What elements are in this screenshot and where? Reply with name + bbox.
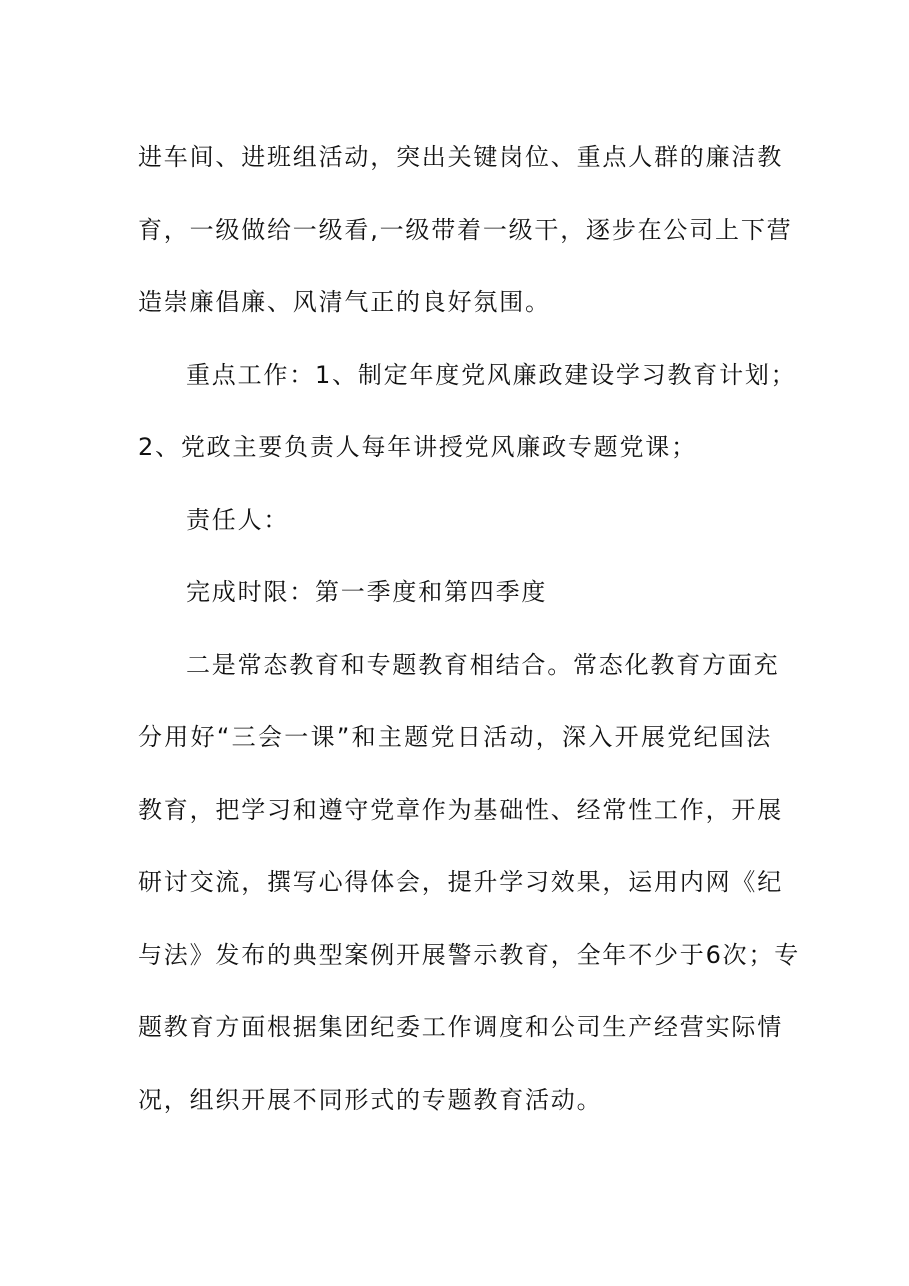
document-body [138, 121, 801, 1136]
text-line: 况，组织开展不同形式的专题教育活动。 [138, 1085, 603, 1114]
paragraph-4 [138, 556, 772, 629]
text-line: 完成时限：第一季度和第四季度 [186, 578, 548, 606]
text-line: 造崇廉倡廉、风清气正的良好氛围。 [138, 288, 551, 316]
text-line: 教育，把学习和遵守党章作为基础性、经常性工作，开展 [138, 795, 783, 824]
text-line: 2、党政主要负责人每年讲授党风廉政专题党课； [138, 433, 697, 461]
text-line: 与法》发布的典型案例开展警示教育，全年不少于6次；专 [138, 940, 801, 969]
paragraph-5 [138, 629, 801, 1137]
text-line: 分用好“三会一课”和主题党日活动，深入开展党纪国法 [138, 723, 772, 751]
text-line: 题教育方面根据集团纪委工作调度和公司生产经营实际情 [138, 1013, 783, 1041]
text-line: 重点工作：1、制定年度党风廉政建设学习教育计划； [186, 360, 797, 389]
text-line: 育，一级做给一级看,一级带着一级干，逐步在公司上下营 [138, 215, 793, 244]
text-line: 二是常态教育和专题教育相结合。常态化教育方面充 [186, 650, 780, 679]
paragraph-3 [138, 484, 772, 557]
text-line: 进车间、进班组活动，突出关键岗位、重点人群的廉洁教 [138, 143, 783, 171]
text-line: 责任人： [186, 505, 290, 534]
paragraph-1 [138, 121, 793, 339]
text-line: 研讨交流，撰写心得体会，提升学习效果，运用内网《纪 [138, 868, 783, 896]
paragraph-2 [138, 339, 797, 484]
